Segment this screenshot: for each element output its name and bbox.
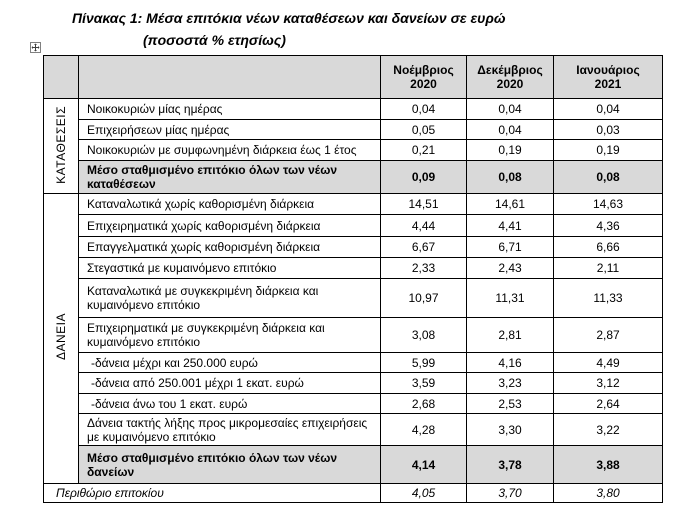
value-dec-2020: 3,23: [467, 373, 554, 394]
column-header-jan-2021: [554, 56, 663, 99]
total-row-label: Μέσο σταθμισμένο επιτόκιο όλων των νέων καταθέσεων: [79, 161, 381, 194]
table-row: [44, 258, 663, 279]
loans-section-label: ΔΑΝΕΙΑ: [54, 313, 68, 361]
header-row: [44, 56, 663, 99]
column-header-month: Δεκέμβριος: [477, 63, 543, 77]
margin-row-label: Περιθώριο επιτοκίου: [44, 484, 381, 503]
value-dec-2020: 2,81: [467, 318, 554, 353]
table-row: [44, 414, 663, 446]
column-header-year: 2021: [594, 77, 622, 91]
column-header-nov-2020: [381, 56, 467, 99]
value-dec-2020: 0,04: [467, 99, 554, 120]
value-nov-2020: 6,67: [381, 237, 467, 258]
table-row: [44, 279, 663, 318]
value-jan-2021: 3,22: [554, 414, 663, 446]
value-dec-2020: 4,41: [467, 215, 554, 237]
row-label: Νοικοκυριών μίας ημέρας: [79, 99, 381, 120]
value-dec-2020: 11,31: [467, 279, 554, 318]
deposits-section-cell: [44, 99, 79, 194]
value-dec-2020: 3,30: [467, 414, 554, 446]
value-nov-2020: 4,44: [381, 215, 467, 237]
loans-total-row: [44, 446, 663, 484]
total-value-dec-2020: 0,08: [467, 161, 554, 194]
value-jan-2021: 6,66: [554, 237, 663, 258]
value-nov-2020: 3,59: [381, 373, 467, 394]
margin-row: [44, 484, 663, 503]
value-dec-2020: 4,16: [467, 353, 554, 373]
value-jan-2021: 2,87: [554, 318, 663, 353]
total-value-jan-2021: 3,88: [554, 446, 663, 484]
interest-rates-table: [43, 55, 663, 503]
row-label: -δάνεια από 250.001 μέχρι 1 εκατ. ευρώ: [79, 373, 381, 394]
table-row: [44, 140, 663, 161]
value-jan-2021: 0,03: [554, 120, 663, 140]
table-row: [44, 353, 663, 373]
value-jan-2021: 0,19: [554, 140, 663, 161]
table-row: [44, 237, 663, 258]
row-label: Στεγαστικά με κυμαινόμενο επιτόκιο: [79, 258, 381, 279]
row-label: Καταναλωτικά χωρίς καθορισμένη διάρκεια: [79, 194, 381, 215]
column-header-month: Ιανουάριος: [576, 63, 640, 77]
row-label: -δάνεια μέχρι και 250.000 ευρώ: [79, 353, 381, 373]
margin-value-nov-2020: 4,05: [381, 484, 467, 503]
row-label: -δάνεια άνω του 1 εκατ. ευρώ: [79, 394, 381, 414]
row-label: Επιχειρήσεων μίας ημέρας: [79, 120, 381, 140]
value-nov-2020: 5,99: [381, 353, 467, 373]
table-row: [44, 194, 663, 215]
column-header-year: 2020: [496, 77, 524, 91]
value-nov-2020: 10,97: [381, 279, 467, 318]
table-row: [44, 394, 663, 414]
row-label: Επιχειρηματικά με συγκεκριμένη διάρκεια και κυμαινόμενο επιτόκιο: [79, 318, 381, 353]
total-row-label: Μέσο σταθμισμένο επιτόκιο όλων των νέων δανείων: [79, 446, 381, 484]
value-dec-2020: 6,71: [467, 237, 554, 258]
value-nov-2020: 14,51: [381, 194, 467, 215]
table-row: [44, 318, 663, 353]
deposits-total-row: [44, 161, 663, 194]
value-jan-2021: 4,36: [554, 215, 663, 237]
header-label-cell: [79, 56, 381, 99]
value-dec-2020: 0,19: [467, 140, 554, 161]
header-corner-cell: [44, 56, 79, 99]
row-label: Νοικοκυριών με συμφωνημένη διάρκεια έως 1 έτος: [79, 140, 381, 161]
row-label: Δάνεια τακτής λήξης προς μικρομεσαίες επιχειρήσεις με κυμαινόμενο επιτόκιο: [79, 414, 381, 446]
value-dec-2020: 2,53: [467, 394, 554, 414]
value-jan-2021: 2,11: [554, 258, 663, 279]
value-jan-2021: 2,64: [554, 394, 663, 414]
value-dec-2020: 14,61: [467, 194, 554, 215]
value-jan-2021: 4,49: [554, 353, 663, 373]
table-row: [44, 120, 663, 140]
value-jan-2021: 0,04: [554, 99, 663, 120]
value-dec-2020: 2,43: [467, 258, 554, 279]
value-dec-2020: 0,04: [467, 120, 554, 140]
total-value-nov-2020: 4,14: [381, 446, 467, 484]
value-nov-2020: 0,05: [381, 120, 467, 140]
margin-value-dec-2020: 3,70: [467, 484, 554, 503]
deposits-section-label: ΚΑΤΑΘΕΣΕΙΣ: [54, 105, 68, 184]
value-jan-2021: 11,33: [554, 279, 663, 318]
table-move-handle-icon[interactable]: [30, 42, 41, 53]
table-row: [44, 215, 663, 237]
row-label: Καταναλωτικά με συγκεκριμένη διάρκεια και κυμαινόμενο επιτόκιο: [79, 279, 381, 318]
value-nov-2020: 2,33: [381, 258, 467, 279]
table-row: [44, 99, 663, 120]
value-nov-2020: 3,08: [381, 318, 467, 353]
column-header-year: 2020: [410, 77, 437, 91]
column-header-dec-2020: [467, 56, 554, 99]
total-value-nov-2020: 0,09: [381, 161, 467, 194]
column-header-month: Νοέμβριος: [393, 63, 454, 77]
total-value-dec-2020: 3,78: [467, 446, 554, 484]
total-value-jan-2021: 0,08: [554, 161, 663, 194]
value-jan-2021: 14,63: [554, 194, 663, 215]
value-nov-2020: 4,28: [381, 414, 467, 446]
table-subtitle: (ποσοστά % ετησίως): [143, 32, 286, 48]
value-jan-2021: 3,12: [554, 373, 663, 394]
table-title: Πίνακας 1: Μέσα επιτόκια νέων καταθέσεων και δανείων σε ευρώ: [72, 10, 506, 26]
value-nov-2020: 0,21: [381, 140, 467, 161]
loans-section-cell: [44, 194, 79, 484]
value-nov-2020: 2,68: [381, 394, 467, 414]
margin-value-jan-2021: 3,80: [554, 484, 663, 503]
row-label: Επαγγελματικά χωρίς καθορισμένη διάρκεια: [79, 237, 381, 258]
table-row: [44, 373, 663, 394]
value-nov-2020: 0,04: [381, 99, 467, 120]
row-label: Επιχειρηματικά χωρίς καθορισμένη διάρκεια: [79, 215, 381, 237]
